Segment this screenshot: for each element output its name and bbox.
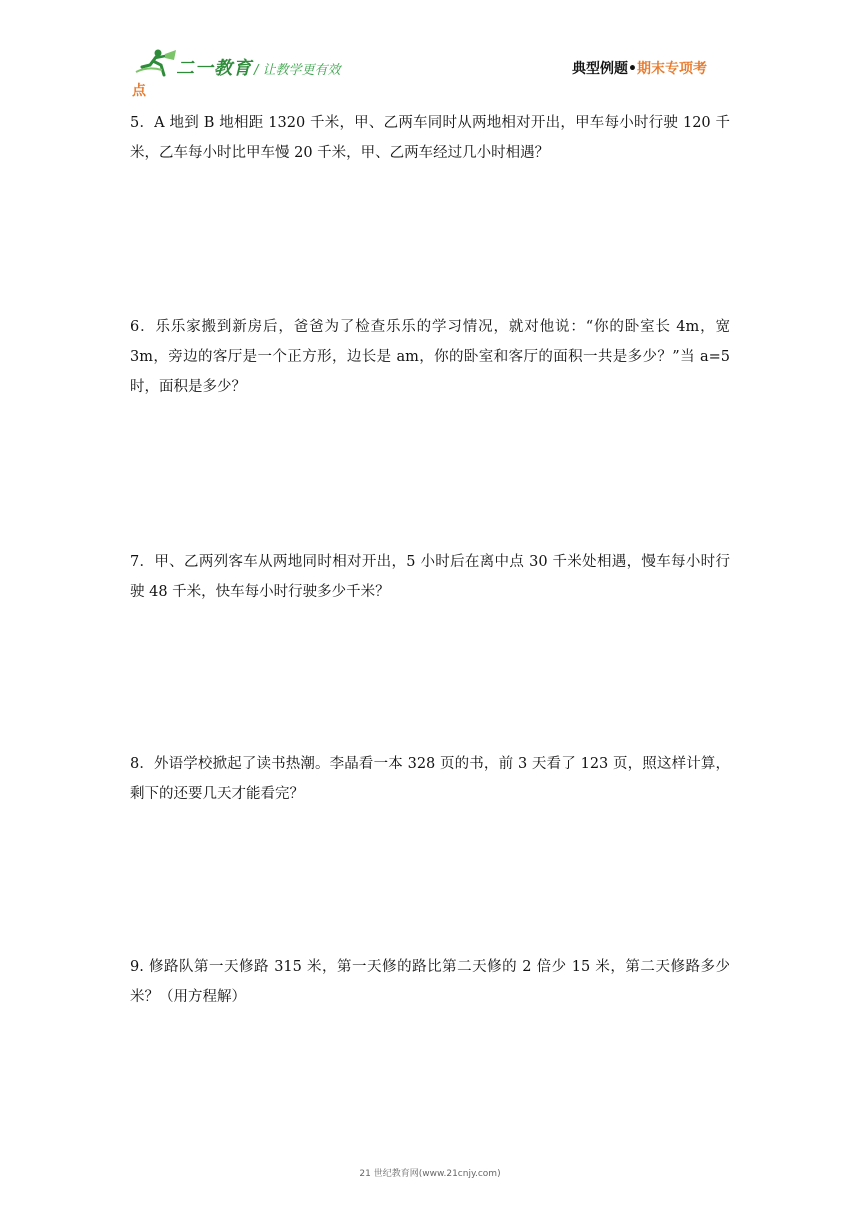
running-figure-icon	[134, 48, 178, 78]
question-6: 6．乐乐家搬到新房后，爸爸为了检查乐乐的学习情况，就对他说：“你的卧室长 4m，宽 3m，旁边的客厅是一个正方形，边长是 am，你的卧室和客厅的面积一共是多少？”当 a=5 时，面积是多少？	[130, 319, 730, 395]
title-part-black: 典型例题•	[572, 61, 637, 77]
slogan: / 让教学更有效	[254, 63, 341, 78]
document-title-continued: 点	[132, 83, 146, 99]
question-8: 8．外语学校掀起了读书热潮。李晶看一本 328 页的书，前 3 天看了 123 页，照这样计算，剩下的还要几天才能看完？	[130, 756, 730, 802]
page-header	[132, 46, 732, 98]
question-9: 9. 修路队第一天修路 315 米，第一天修的路比第二天修的 2 倍少 15 米，第二天修路多少米？（用方程解）	[130, 959, 730, 1005]
document-title	[572, 58, 707, 78]
logo-text: 二一教育	[176, 58, 252, 79]
question-5: 5．A 地到 B 地相距 1320 千米，甲、乙两车同时从两地相对开出，甲车每小时行驶 120 千米，乙车每小时比甲车慢 20 千米，甲、乙两车经过几小时相遇？	[130, 115, 730, 161]
title-part-orange: 期末专项考	[636, 61, 707, 77]
question-7: 7．甲、乙两列客车从两地同时相对开出，5 小时后在离中点 30 千米处相遇，慢车每小时行驶 48 千米，快车每小时行驶多少千米？	[130, 554, 730, 600]
page-footer: 21 世纪教育网(www.21cnjy.com)	[359, 1169, 501, 1179]
